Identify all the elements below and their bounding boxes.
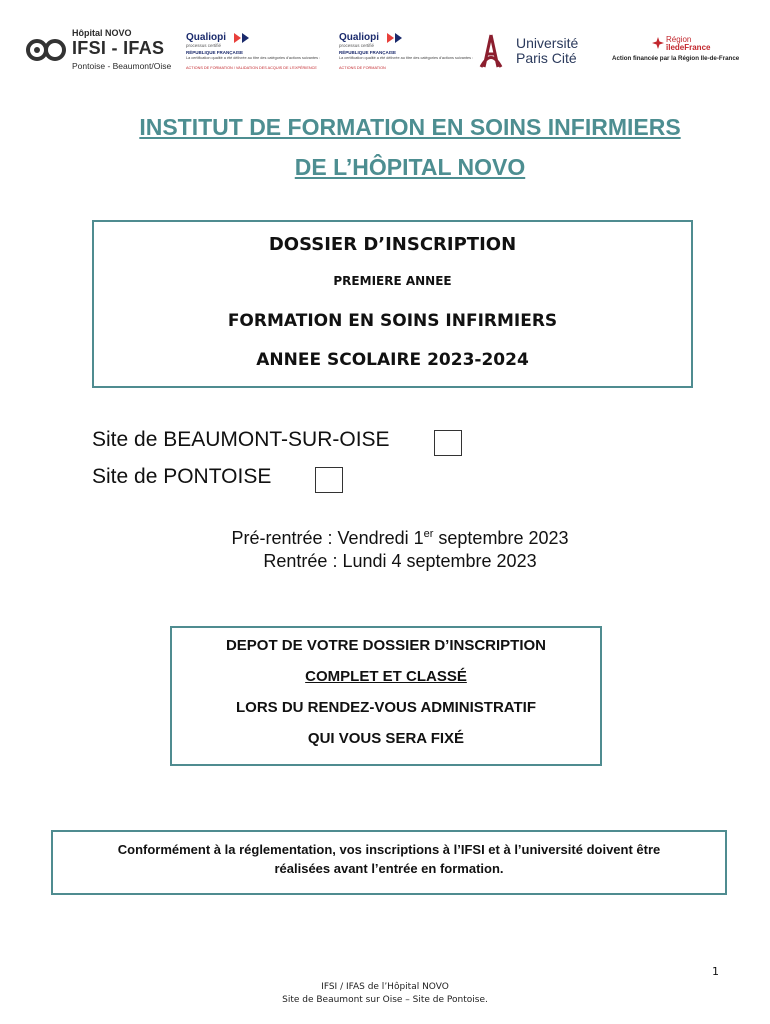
dossier-title: DOSSIER D’INSCRIPTION xyxy=(268,234,517,255)
site-pontoise-label: Site de PONTOISE xyxy=(92,465,272,488)
qualiopi-red: ACTIONS DE FORMATION xyxy=(339,66,386,70)
qualiopi-small: processus certifié xyxy=(339,43,375,48)
page-title-line2: DE L’HÔPITAL NOVO xyxy=(294,154,526,180)
page-title-line1: INSTITUT DE FORMATION EN SOINS INFIRMIERS xyxy=(139,114,681,140)
dossier-formation: FORMATION EN SOINS INFIRMIERS xyxy=(227,311,558,331)
qualiopi-logo-2 xyxy=(339,32,489,72)
region-line2: îledeFrance xyxy=(666,43,711,52)
conformement-text xyxy=(53,840,725,878)
conformement-box xyxy=(51,830,727,895)
qualiopi-arrows-icon xyxy=(234,33,250,43)
qualiopi-red: ACTIONS DE FORMATION / VALIDATION DES ACQUIS DE L'EXPÉRIENCE xyxy=(186,66,317,70)
rentree-date: Rentrée : Lundi 4 septembre 2023 xyxy=(263,551,537,571)
prerentree-date xyxy=(0,528,770,549)
footer-line2: Site de Beaumont sur Oise – Site de Pontoise. xyxy=(282,995,488,1005)
conformement-line1: Conformément à la réglementation, vos inscriptions à l’IFSI et à l’université doivent être xyxy=(117,842,661,857)
region-idf-logo xyxy=(610,36,760,66)
depot-line1: DEPOT DE VOTRE DOSSIER D’INSCRIPTION xyxy=(225,637,547,654)
depot-box xyxy=(170,626,602,766)
depot-line3: LORS DU RENDEZ-VOUS ADMINISTRATIF xyxy=(236,699,536,716)
ifsi-logo-sub: Pontoise - Beaumont/Oise xyxy=(72,61,172,71)
qualiopi-small: processus certifié xyxy=(186,43,222,48)
site-pontoise-checkbox[interactable] xyxy=(315,467,343,493)
footer-line1: IFSI / IFAS de l’Hôpital NOVO xyxy=(321,982,449,992)
ifsi-logo-top: Hôpital NOVO xyxy=(72,28,132,38)
ifsi-logo-main: IFSI - IFAS xyxy=(72,38,165,58)
qualiopi-republic: RÉPUBLIQUE FRANÇAISE xyxy=(339,50,397,55)
qualiopi-arrows-icon xyxy=(387,33,403,43)
prerentree-sup: er xyxy=(423,528,434,540)
qualiopi-republic: RÉPUBLIQUE FRANÇAISE xyxy=(186,50,244,55)
qualiopi-name: Qualiopi xyxy=(186,32,226,43)
qualiopi-name: Qualiopi xyxy=(339,32,379,43)
infinity-logo-icon xyxy=(24,30,68,70)
site-beaumont-checkbox[interactable] xyxy=(434,430,462,456)
university-line2: Paris Cité xyxy=(516,50,577,66)
dossier-school-year: ANNEE SCOLAIRE 2023-2024 xyxy=(256,350,529,370)
universite-paris-cite-logo xyxy=(472,34,602,68)
dossier-box xyxy=(92,220,693,388)
region-action-text: Action financée par la Région Ile-de-France xyxy=(612,55,740,62)
qualiopi-line: La certification qualité a été délivrée au titre des catégories d'actions suivantes : xyxy=(339,56,474,60)
university-name xyxy=(516,36,578,66)
prerentree-text-b: septembre 2023 xyxy=(433,528,569,548)
region-star-icon xyxy=(652,37,664,49)
university-line1: Université xyxy=(516,35,579,51)
page-number: 1 xyxy=(712,965,719,978)
depot-line2: COMPLET ET CLASSÉ xyxy=(305,668,467,685)
region-name xyxy=(666,36,710,52)
ifsi-ifas-logo xyxy=(24,28,174,72)
qualiopi-line: La certification qualité a été délivrée au titre des catégories d'actions suivantes : xyxy=(186,56,321,60)
depot-line4: QUI VOUS SERA FIXÉ xyxy=(307,730,465,747)
prerentree-text-a: Pré-rentrée : Vendredi 1 xyxy=(231,528,424,548)
dossier-year-level: PREMIERE ANNEE xyxy=(333,274,452,288)
site-beaumont-label: Site de BEAUMONT-SUR-OISE xyxy=(92,428,390,451)
conformement-line2: réalisées avant l’entrée en formation. xyxy=(274,861,504,876)
qualiopi-logo-1 xyxy=(186,32,336,72)
region-line1: Région xyxy=(666,35,692,44)
eiffel-tower-icon xyxy=(472,34,510,68)
